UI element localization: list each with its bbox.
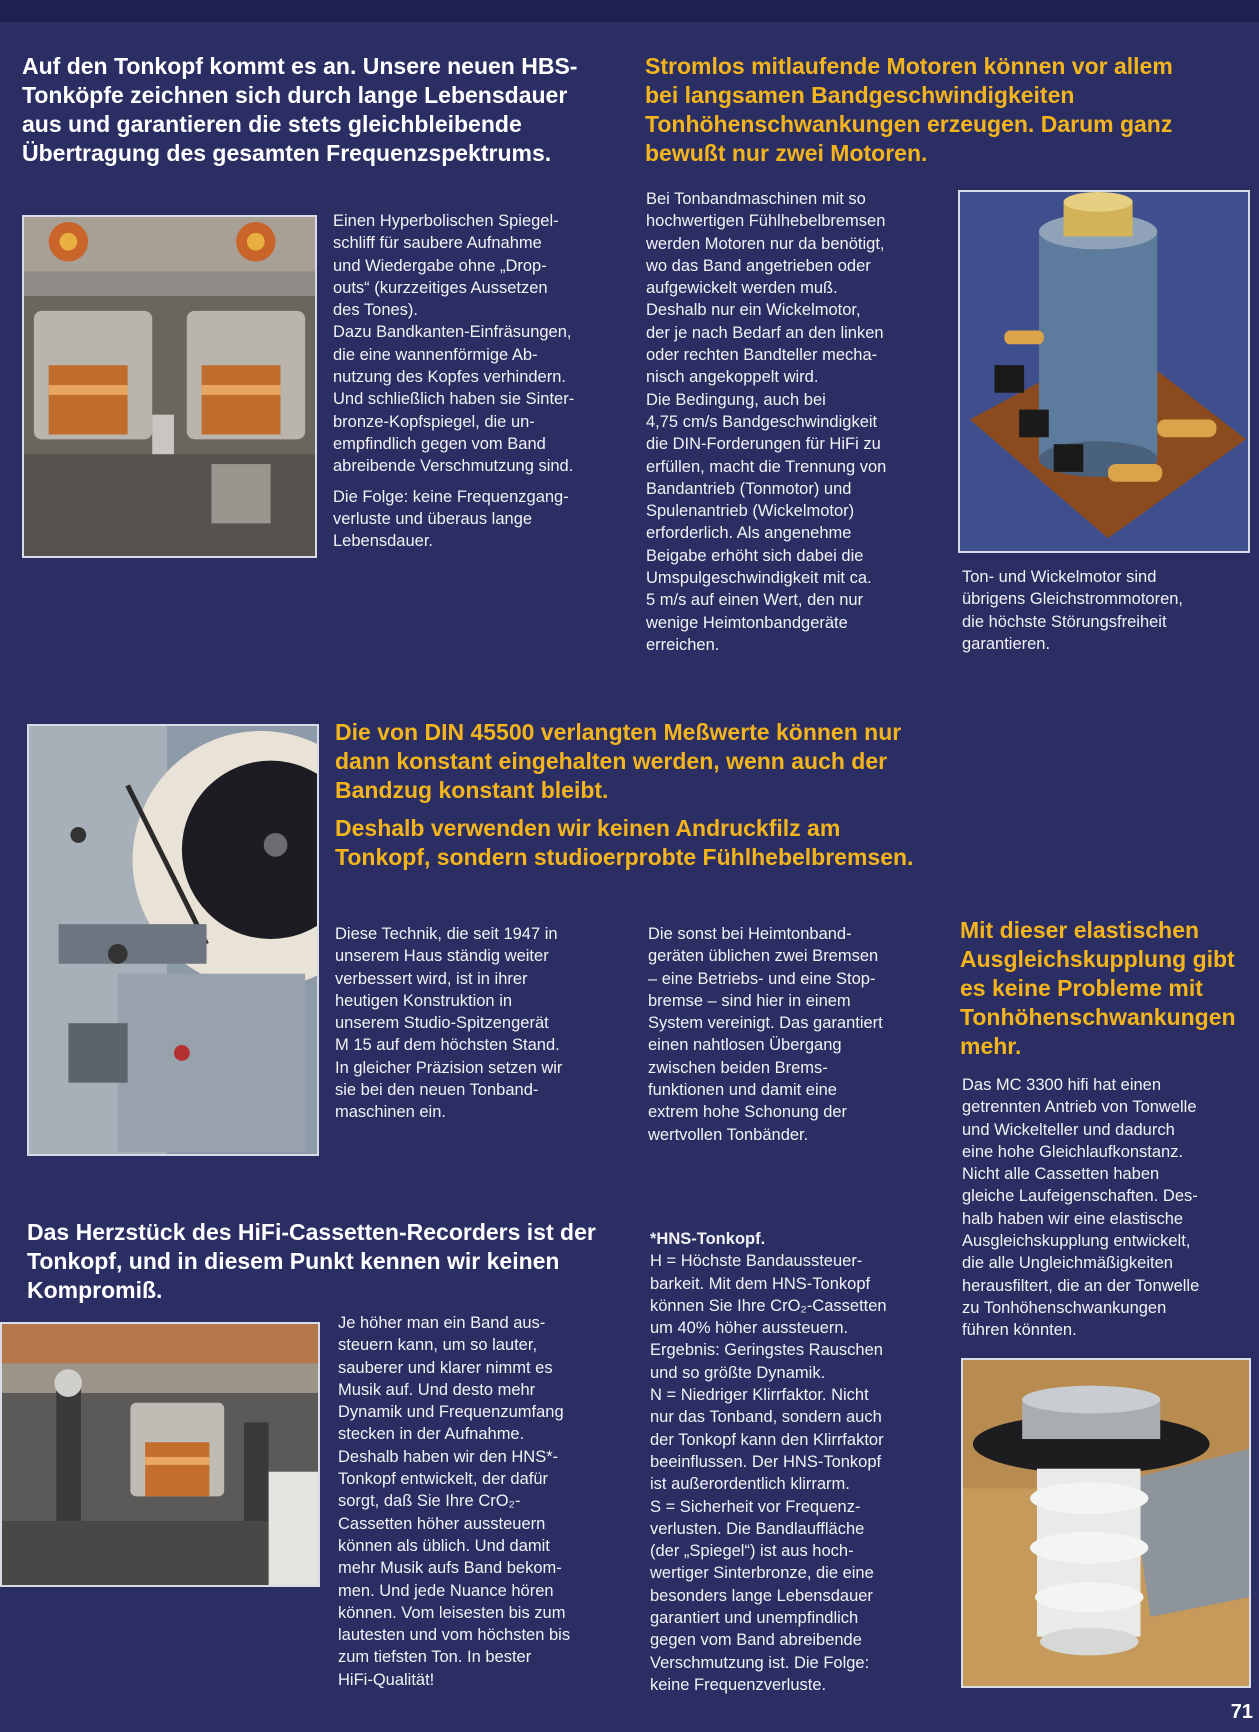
photo-brake-mechanism [27, 724, 319, 1156]
photo-coupling [961, 1358, 1251, 1688]
sec1-paragraph-1: Einen Hyperbolischen Spiegel- schliff für saubere Aufnahme und Wiedergabe ohne „Drop- outs“ (kurzzeitiges Aussetzen des Tones). Dazu Bandkanten-Einfräsungen, die eine wannenförmige Ab- nutzung des Kopfes verhindern. Und schließlich haben sie Sinter- bronze-Kopfspiegel, die un- empfindlich gegen vom Band abreibende Verschmutzung sind. [333, 212, 575, 476]
hns-paragraph: H = Höchste Bandaussteuer- barkeit. Mit dem HNS-Tonkopf können Sie Ihre CrO₂-Cassetten um 40% höher aussteuern. Ergebnis: Geringstes Rauschen und so größte Dynamik. N = Niedriger Klirrfaktor. Nicht nur das Tonband, sondern auch der Tonkopf kann den Klirrfaktor beeinflussen. Der HNS-Tonkopf ist außerordentlich klirrarm. S = Sicherheit vor Frequenz- verlusten. Die Bandlauffläche (der „Spiegel“) ist aus hoch- wertiger Sinterbronze, die eine besonders lange Lebensdauer garantiert und unempfindlich gegen vom Band abreibende Verschmutzung ist. Die Folge: keine Frequenzverluste. [650, 1252, 887, 1694]
headline-tonkopf: Auf den Tonkopf kommt es an. Unsere neuen HBS-Tonköpfe zeichnen sich durch lange Lebensdauer aus und garantieren die stets gleichbleibende Übertragung des gesamten Frequenzspektrums. [22, 53, 578, 166]
sec2-body [646, 188, 946, 656]
headline-motoren: Stromlos mitlaufende Motoren können vor allem bei langsamen Bandgeschwindigkeiten Tonhöhenschwankungen erzeugen. Darum ganz bewußt nur zwei Motoren. [645, 53, 1173, 166]
sec3-col1 [335, 923, 635, 1124]
section-motoren [645, 52, 1205, 168]
section-hns [650, 1228, 950, 1696]
sec2-caption-block [962, 566, 1252, 655]
sec5-body [338, 1312, 638, 1691]
top-band [0, 0, 1259, 22]
sec1-body [333, 210, 633, 552]
sec3-paragraph-1: Diese Technik, die seit 1947 in unserem Haus ständig weiter verbessert wird, ist in ihrer heutigen Konstruktion in unserem Studio-Spitzengerät M 15 auf dem höchsten Stand. In gleicher Präzision setzen wir sie bei den neuen Tonband- maschinen ein. [335, 925, 563, 1122]
section-din [335, 718, 935, 872]
sec1-paragraph-2: Die Folge: keine Frequenzgang- verluste und überaus lange Lebensdauer. [333, 487, 569, 551]
headline-andruckfilz: Deshalb verwenden wir keinen Andruckfilz am Tonkopf, sondern studioerprobte Fühlhebelbremsen. [335, 815, 914, 870]
sec3-col2 [648, 923, 948, 1146]
hns-title: *HNS-Tonkopf. [650, 1230, 766, 1248]
photo-tape-heads [22, 215, 317, 558]
sec4-paragraph: Das MC 3300 hifi hat einen getrennten Antrieb von Tonwelle und Wickelteller und dadurch eine hohe Gleichlaufkonstanz. Nicht alle Cassetten haben gleiche Laufeigenschaften. Des- halb haben wir eine elastische Ausgleichskupplung entwickelt, die alle Ungleichmäßigkeiten herausfiltert, die an der Tonwelle zu Tonhöhenschwankungen führen könnten. [962, 1076, 1200, 1340]
photo-cassette-head [0, 1322, 320, 1587]
sec2-paragraph: Bei Tonbandmaschinen mit so hochwertigen Fühlhebelbremsen werden Motoren nur da benötigt, wo das Band angetrieben oder aufgewickelt werden muß. Deshalb nur ein Wickelmotor, der je nach Bedarf an den linken oder rechten Bandteller mecha- nisch angekoppelt wird. Die Bedingung, auch bei 4,75 cm/s Bandgeschwindigkeit die DIN-Forderungen für HiFi zu erfüllen, macht die Trennung von Bandantrieb (Tonmotor) und Spulenantrieb (Wickelmotor) erforderlich. Als angenehme Beigabe erhöht sich dabei die Umspulgeschwindigkeit mit ca. 5 m/s auf einen Wert, den nur wenige Heimtonbandgeräte erreichen. [646, 190, 887, 654]
headline-din: Die von DIN 45500 verlangten Meßwerte können nur dann konstant eingehalten werden, wenn auch der Bandzug konstant bleibt. [335, 719, 902, 803]
section-tonkopf [22, 52, 582, 168]
sec5-paragraph: Je höher man ein Band aus- steuern kann, um so lauter, sauberer und klarer nimmt es Musik auf. Und desto mehr Dynamik und Frequenzumfang stecken in der Aufnahme. Deshalb haben wir den HNS*- Tonkopf entwickelt, der dafür sorgt, daß Sie Ihre CrO₂- Cassetten höher aussteuern können als üblich. Und damit mehr Musik aufs Band bekom- men. Und jede Nuance hören können. Vom leisesten bis zum lautesten und vom höchsten bis zum tiefsten Ton. In bester HiFi-Qualität! [338, 1314, 571, 1689]
sec4-body [962, 1074, 1259, 1342]
headline-herzstueck: Das Herzstück des HiFi-Cassetten-Recorders ist der Tonkopf, und in diesem Punkt kennen wir keinen Kompromiß. [27, 1219, 596, 1303]
motor-caption: Ton- und Wickelmotor sind übrigens Gleichstrommotoren, die höchste Störungsfreiheit garantieren. [962, 568, 1184, 653]
section-kupplung [960, 916, 1259, 1061]
headline-kupplung: Mit dieser elastischen Ausgleichskupplung gibt es keine Probleme mit Tonhöhenschwankungen mehr. [960, 917, 1236, 1059]
section-herzstueck [27, 1218, 607, 1305]
photo-motor [958, 190, 1250, 553]
page-number: 71 [1230, 1701, 1253, 1723]
sec3-paragraph-2: Die sonst bei Heimtonband- geräten üblichen zwei Bremsen – eine Betriebs- und eine Stop- bremse – sind hier in einem System vereinigt. Das garantiert einen nahtlosen Übergang zwischen beiden Brems- funktionen und damit eine extrem hohe Schonung der wertvollen Tonbänder. [648, 925, 883, 1144]
